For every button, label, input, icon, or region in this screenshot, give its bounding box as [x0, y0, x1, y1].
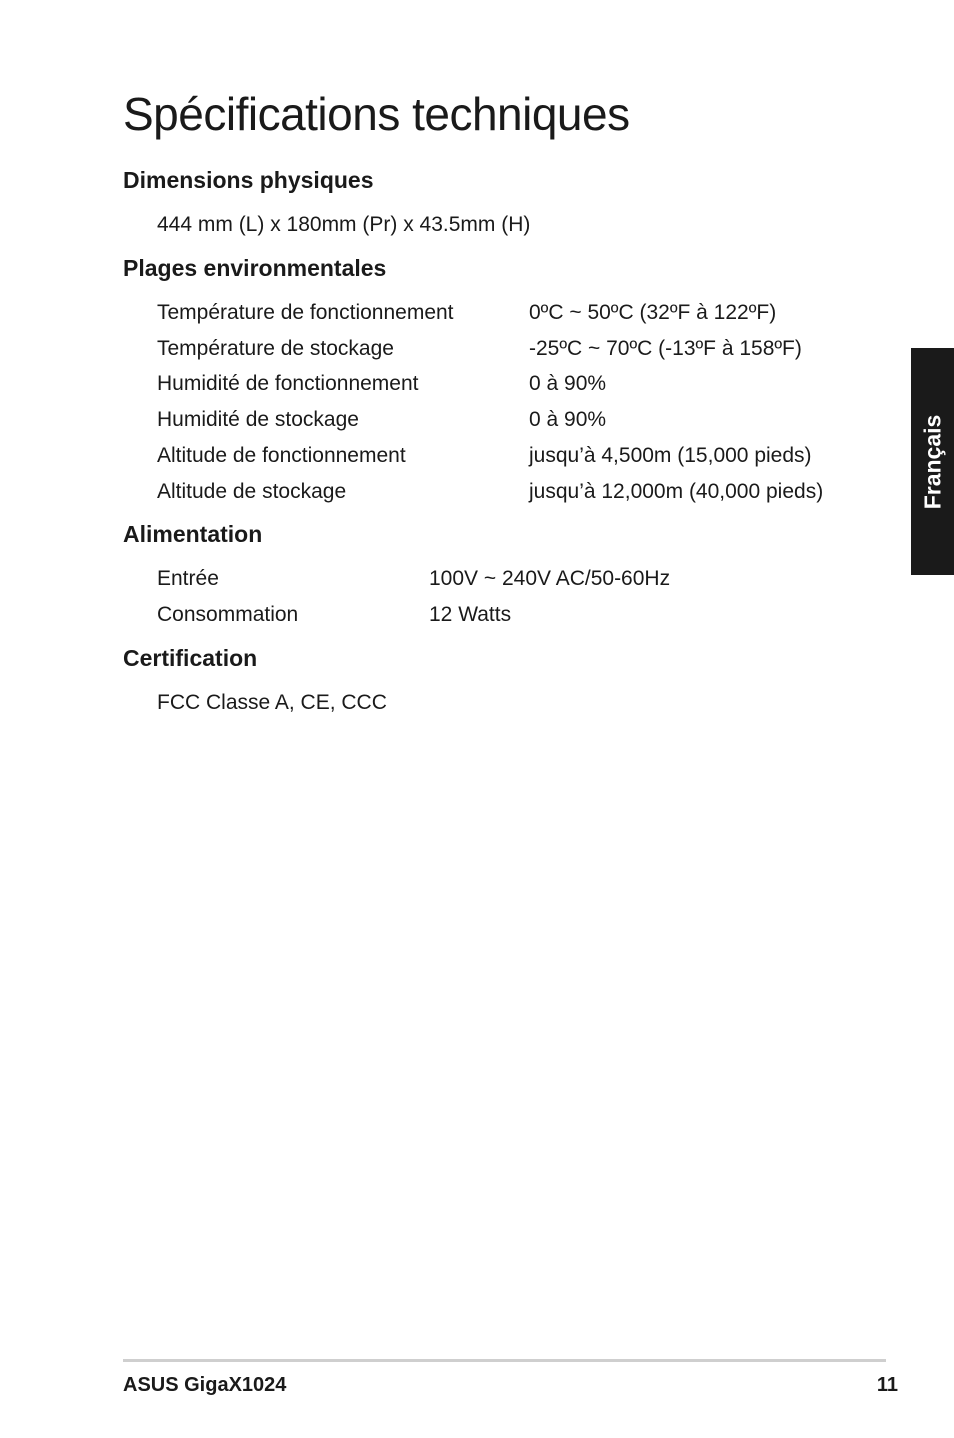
- footer-page-number: 11: [876, 1374, 898, 1396]
- footer-divider: [123, 1359, 886, 1362]
- certification-value: FCC Classe A, CE, CCC: [157, 691, 387, 714]
- power-label: Consommation: [157, 603, 299, 626]
- power-label: Entrée: [157, 567, 219, 590]
- env-label: Température de fonctionnement: [157, 301, 454, 324]
- footer-product-name: ASUS GigaX1024: [123, 1374, 287, 1396]
- power-value: 12 Watts: [429, 603, 512, 626]
- env-value: jusqu’à 12,000m (40,000 pieds): [529, 480, 824, 503]
- power-value: 100V ~ 240V AC/50-60Hz: [429, 567, 671, 590]
- language-tab: [911, 348, 954, 575]
- env-label: Altitude de fonctionnement: [157, 444, 406, 467]
- env-value: 0 à 90%: [529, 408, 607, 431]
- section-heading-environment: Plages environmentales: [123, 255, 387, 281]
- language-tab-label: Français: [919, 414, 945, 509]
- env-label: Humidité de stockage: [157, 408, 359, 431]
- page-title: Spécifications techniques: [123, 88, 630, 140]
- section-heading-dimensions: Dimensions physiques: [123, 167, 374, 193]
- env-value: 0 à 90%: [529, 372, 607, 395]
- env-label: Altitude de stockage: [157, 480, 347, 503]
- env-label: Température de stockage: [157, 337, 394, 360]
- dimensions-value: 444 mm (L) x 180mm (Pr) x 43.5mm (H): [157, 213, 531, 236]
- env-value: 0ºC ~ 50ºC (32ºF à 122ºF): [529, 301, 777, 324]
- env-value: jusqu’à 4,500m (15,000 pieds): [529, 444, 812, 467]
- section-heading-power: Alimentation: [123, 521, 263, 547]
- env-label: Humidité de fonctionnement: [157, 372, 419, 395]
- section-heading-certification: Certification: [123, 645, 258, 671]
- env-value: -25ºC ~ 70ºC (-13ºF à 158ºF): [529, 337, 802, 360]
